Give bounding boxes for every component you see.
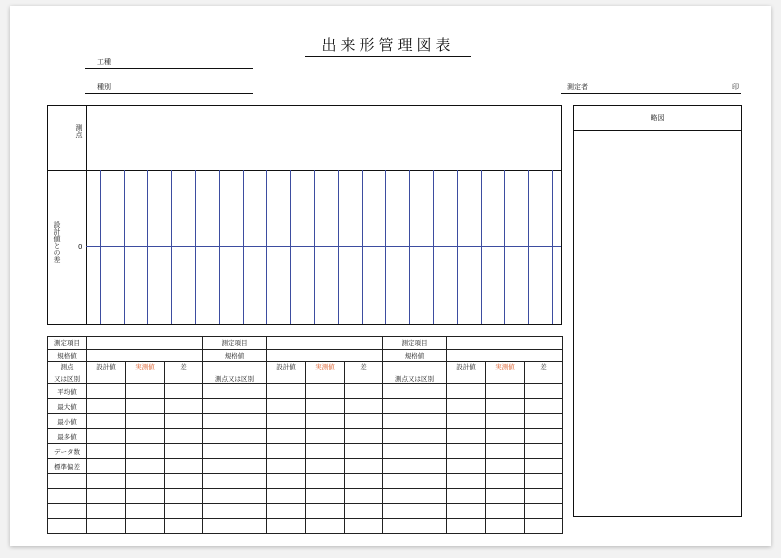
data-cell[interactable] xyxy=(203,489,267,504)
data-cell[interactable] xyxy=(486,429,525,444)
data-cell[interactable] xyxy=(383,429,447,444)
data-cell[interactable] xyxy=(525,504,563,519)
table-row xyxy=(48,399,563,414)
chart-grid-line xyxy=(504,170,505,324)
data-cell[interactable] xyxy=(383,414,447,429)
item-input-3[interactable] xyxy=(447,337,563,350)
data-cell[interactable] xyxy=(87,474,126,489)
data-cell[interactable] xyxy=(486,489,525,504)
data-cell[interactable] xyxy=(306,399,345,414)
data-cell[interactable] xyxy=(486,519,525,534)
data-cell[interactable] xyxy=(126,444,165,459)
standard-input-2[interactable] xyxy=(267,349,383,362)
data-cell[interactable] xyxy=(48,519,87,534)
data-cell[interactable] xyxy=(447,444,486,459)
data-cell[interactable] xyxy=(486,459,525,474)
table-row xyxy=(48,337,563,350)
data-cell[interactable] xyxy=(525,474,563,489)
design-header: 設計値 xyxy=(87,362,126,384)
item-input-2[interactable] xyxy=(267,337,383,350)
data-cell[interactable] xyxy=(525,399,563,414)
sokuten-label: 測点 xyxy=(60,363,74,371)
data-cell[interactable] xyxy=(87,489,126,504)
data-cell[interactable] xyxy=(486,414,525,429)
data-cell[interactable] xyxy=(383,474,447,489)
stat-label: 最大値 xyxy=(48,399,87,414)
standard-label: 規格値 xyxy=(203,349,267,362)
control-chart xyxy=(47,105,562,325)
table-row xyxy=(48,519,563,534)
data-cell[interactable] xyxy=(525,489,563,504)
data-cell[interactable] xyxy=(48,489,87,504)
data-cell[interactable] xyxy=(267,444,306,459)
data-cell[interactable] xyxy=(203,459,267,474)
data-cell[interactable] xyxy=(165,414,203,429)
data-cell[interactable] xyxy=(165,474,203,489)
data-cell[interactable] xyxy=(87,399,126,414)
data-cell[interactable] xyxy=(525,444,563,459)
standard-input-1[interactable] xyxy=(87,349,203,362)
data-cell[interactable] xyxy=(383,384,447,399)
data-cell[interactable] xyxy=(126,504,165,519)
data-cell[interactable] xyxy=(447,414,486,429)
actual-header: 実測値 xyxy=(306,362,345,384)
data-cell[interactable] xyxy=(345,444,383,459)
chart-grid-line xyxy=(124,170,125,324)
koushu-field xyxy=(85,58,253,69)
data-cell[interactable] xyxy=(486,474,525,489)
data-cell[interactable] xyxy=(447,519,486,534)
chart-grid-line xyxy=(290,170,291,324)
data-cell[interactable] xyxy=(447,459,486,474)
data-cell[interactable] xyxy=(383,489,447,504)
chart-zero-label: 0 xyxy=(78,243,83,251)
data-cell[interactable] xyxy=(165,489,203,504)
data-cell[interactable] xyxy=(306,519,345,534)
chart-grid-line xyxy=(409,170,410,324)
data-cell[interactable] xyxy=(126,399,165,414)
data-cell[interactable] xyxy=(267,504,306,519)
chart-y-axis-label: 設計値との差 xyxy=(53,221,61,263)
data-cell[interactable] xyxy=(203,384,267,399)
data-cell[interactable] xyxy=(345,504,383,519)
data-cell[interactable] xyxy=(126,474,165,489)
data-cell[interactable] xyxy=(306,384,345,399)
data-cell[interactable] xyxy=(165,384,203,399)
measurement-table xyxy=(47,336,563,534)
chart-top-label: 測点 xyxy=(75,124,83,138)
data-cell[interactable] xyxy=(87,459,126,474)
design-header: 設計値 xyxy=(267,362,306,384)
data-cell[interactable] xyxy=(87,414,126,429)
chart-grid-line xyxy=(147,170,148,324)
data-cell[interactable] xyxy=(165,399,203,414)
data-cell[interactable] xyxy=(87,519,126,534)
sokuten-combined-header: 測点又は区別 xyxy=(203,362,267,384)
data-cell[interactable] xyxy=(383,399,447,414)
data-cell[interactable] xyxy=(165,444,203,459)
data-cell[interactable] xyxy=(447,429,486,444)
data-cell[interactable] xyxy=(126,459,165,474)
data-cell[interactable] xyxy=(345,399,383,414)
table-row xyxy=(48,459,563,474)
standard-input-3[interactable] xyxy=(447,349,563,362)
data-cell[interactable] xyxy=(87,444,126,459)
item-label: 測定項目 xyxy=(383,337,447,350)
chart-grid-line xyxy=(362,170,363,324)
data-cell[interactable] xyxy=(165,459,203,474)
shubetsu-label: 種別 xyxy=(97,83,111,91)
data-cell[interactable] xyxy=(267,459,306,474)
data-cell[interactable] xyxy=(165,504,203,519)
page-title: 出来形管理図表 xyxy=(305,34,471,57)
chart-grid-line xyxy=(338,170,339,324)
table-row xyxy=(48,349,563,362)
data-cell[interactable] xyxy=(48,474,87,489)
data-cell[interactable] xyxy=(267,384,306,399)
data-cell[interactable] xyxy=(203,399,267,414)
data-cell[interactable] xyxy=(203,429,267,444)
sokuten-combined-header: 測点又は区別 xyxy=(383,362,447,384)
data-cell[interactable] xyxy=(203,504,267,519)
data-cell[interactable] xyxy=(267,399,306,414)
design-header: 設計値 xyxy=(447,362,486,384)
data-cell[interactable] xyxy=(267,414,306,429)
stat-label: 標準偏差 xyxy=(48,459,87,474)
data-cell[interactable] xyxy=(345,519,383,534)
chart-grid-line xyxy=(314,170,315,324)
diff-header: 差 xyxy=(525,362,563,384)
sokuteisha-label: 測定者 xyxy=(567,83,588,91)
seal-label: 印 xyxy=(732,83,739,91)
data-cell[interactable] xyxy=(87,384,126,399)
data-cell[interactable] xyxy=(126,384,165,399)
table-row xyxy=(48,429,563,444)
data-cell[interactable] xyxy=(383,519,447,534)
data-cell[interactable] xyxy=(48,504,87,519)
item-input-1[interactable] xyxy=(87,337,203,350)
data-cell[interactable] xyxy=(165,429,203,444)
data-cell[interactable] xyxy=(447,384,486,399)
data-cell[interactable] xyxy=(203,414,267,429)
item-label: 測定項目 xyxy=(203,337,267,350)
data-cell[interactable] xyxy=(525,519,563,534)
data-cell[interactable] xyxy=(345,459,383,474)
chart-grid-line xyxy=(433,170,434,324)
data-cell[interactable] xyxy=(486,444,525,459)
data-cell[interactable] xyxy=(126,519,165,534)
data-cell[interactable] xyxy=(345,489,383,504)
actual-header: 実測値 xyxy=(486,362,525,384)
data-cell[interactable] xyxy=(126,429,165,444)
chart-grid-line xyxy=(552,170,553,324)
data-cell[interactable] xyxy=(345,474,383,489)
shubetsu-field xyxy=(85,83,253,94)
data-cell[interactable] xyxy=(203,519,267,534)
data-cell[interactable] xyxy=(525,414,563,429)
chart-plot-area xyxy=(86,170,561,324)
data-cell[interactable] xyxy=(267,519,306,534)
chart-grid-line xyxy=(528,170,529,324)
stat-label: データ数 xyxy=(48,444,87,459)
data-cell[interactable] xyxy=(306,489,345,504)
data-cell[interactable] xyxy=(203,444,267,459)
data-cell[interactable] xyxy=(345,429,383,444)
data-cell[interactable] xyxy=(126,414,165,429)
data-cell[interactable] xyxy=(306,414,345,429)
data-cell[interactable] xyxy=(306,444,345,459)
data-cell[interactable] xyxy=(126,489,165,504)
chart-grid-line xyxy=(385,170,386,324)
matawa-label: 又は区別 xyxy=(54,375,80,383)
data-cell[interactable] xyxy=(87,504,126,519)
data-cell[interactable] xyxy=(486,384,525,399)
table-row xyxy=(48,414,563,429)
data-cell[interactable] xyxy=(525,459,563,474)
chart-grid-line xyxy=(243,170,244,324)
data-cell[interactable] xyxy=(165,519,203,534)
data-cell[interactable] xyxy=(525,429,563,444)
chart-grid-line xyxy=(457,170,458,324)
standard-label: 規格値 xyxy=(48,349,87,362)
data-cell[interactable] xyxy=(306,474,345,489)
data-cell[interactable] xyxy=(383,459,447,474)
chart-grid-line xyxy=(171,170,172,324)
data-cell[interactable] xyxy=(203,474,267,489)
table-row xyxy=(48,474,563,489)
actual-header: 実測値 xyxy=(126,362,165,384)
data-cell[interactable] xyxy=(447,504,486,519)
data-cell[interactable] xyxy=(306,459,345,474)
data-cell[interactable] xyxy=(383,444,447,459)
data-cell[interactable] xyxy=(486,504,525,519)
sokuteisha-field xyxy=(561,83,741,94)
data-cell[interactable] xyxy=(87,429,126,444)
diff-header: 差 xyxy=(345,362,383,384)
stat-label: 最多値 xyxy=(48,429,87,444)
chart-grid-line xyxy=(100,170,101,324)
data-cell[interactable] xyxy=(267,429,306,444)
sketch-header: 略図 xyxy=(574,106,741,131)
table-row xyxy=(48,489,563,504)
chart-grid-line xyxy=(266,170,267,324)
stat-label: 平均値 xyxy=(48,384,87,399)
sketch-box xyxy=(573,105,742,517)
data-cell[interactable] xyxy=(267,489,306,504)
chart-grid-line xyxy=(195,170,196,324)
stat-label: 最小値 xyxy=(48,414,87,429)
table-row xyxy=(48,504,563,519)
data-cell[interactable] xyxy=(447,489,486,504)
standard-label: 規格値 xyxy=(383,349,447,362)
chart-grid-line xyxy=(219,170,220,324)
data-cell[interactable] xyxy=(345,384,383,399)
data-cell[interactable] xyxy=(383,504,447,519)
koushu-label: 工種 xyxy=(97,58,111,66)
data-cell[interactable] xyxy=(525,384,563,399)
chart-zero-line xyxy=(86,246,561,247)
data-cell[interactable] xyxy=(447,399,486,414)
chart-grid-line xyxy=(481,170,482,324)
data-cell[interactable] xyxy=(306,429,345,444)
data-cell[interactable] xyxy=(447,474,486,489)
table-row xyxy=(48,384,563,399)
data-cell[interactable] xyxy=(486,399,525,414)
diff-header: 差 xyxy=(165,362,203,384)
table-row xyxy=(48,444,563,459)
item-label: 測定項目 xyxy=(48,337,87,350)
data-cell[interactable] xyxy=(345,414,383,429)
sokuten-header xyxy=(48,362,87,384)
data-cell[interactable] xyxy=(267,474,306,489)
data-cell[interactable] xyxy=(306,504,345,519)
